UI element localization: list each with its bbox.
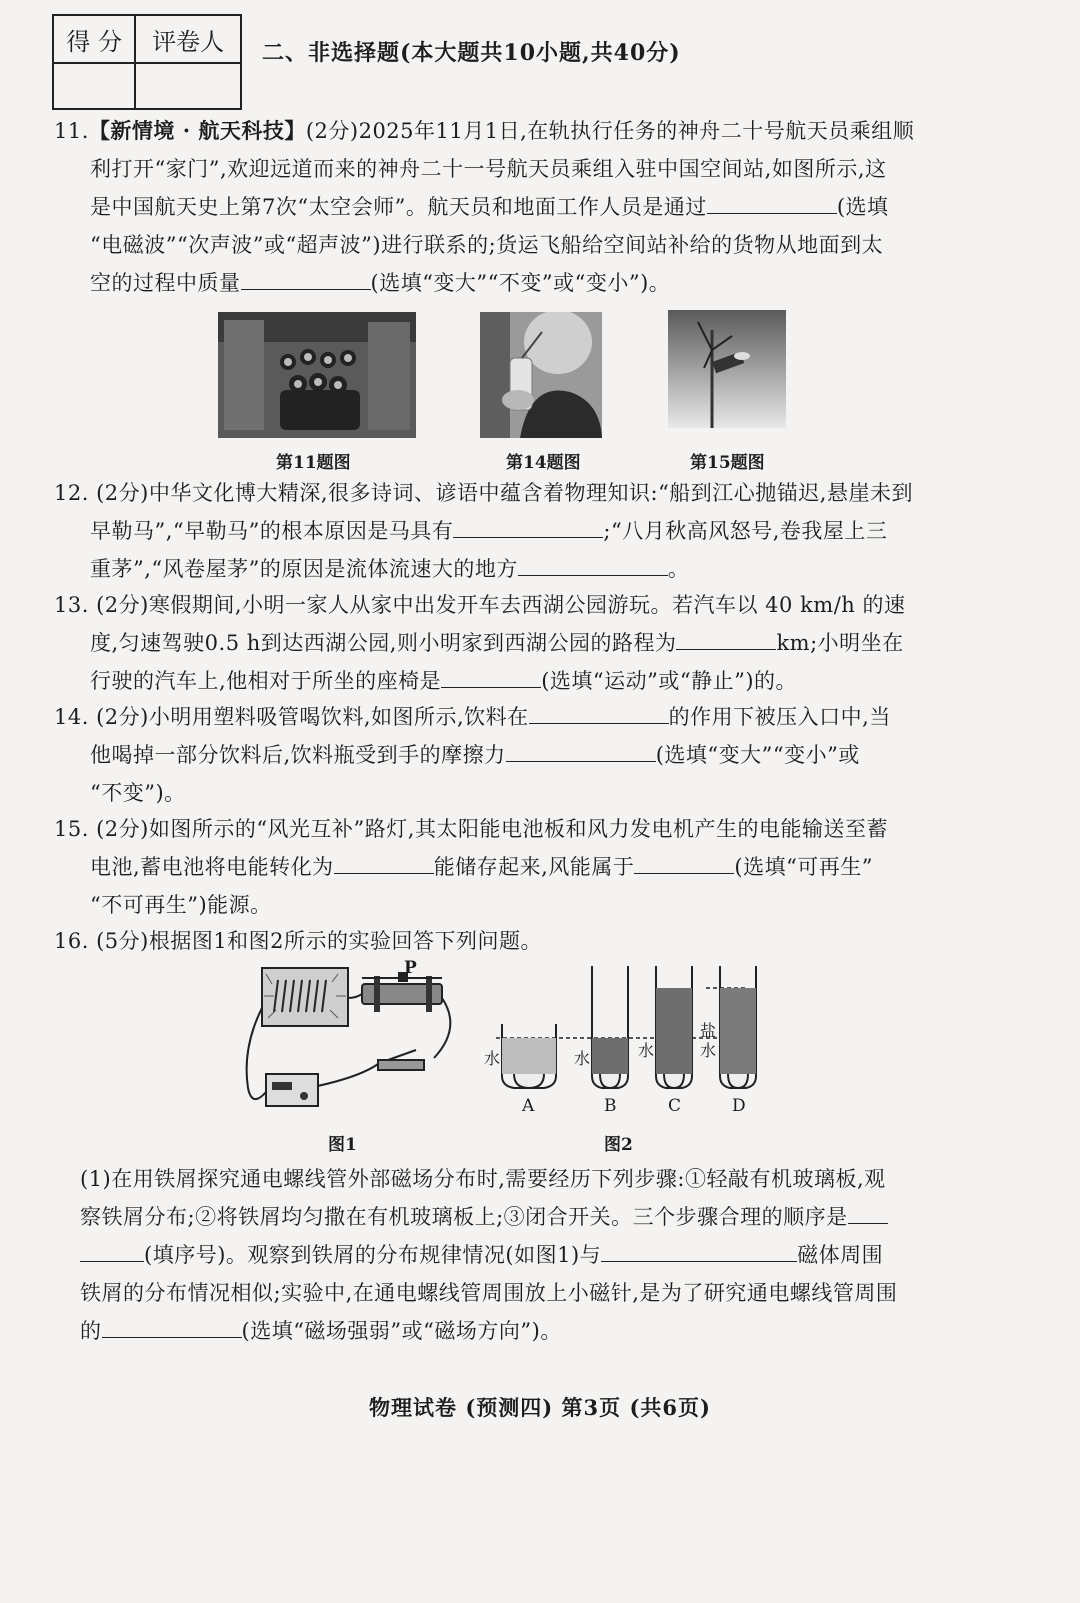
q13-line1: 13. (2分)寒假期间,小明一家人从家中出发开车去西湖公园游玩。若汽车以 40 km/h 的速 bbox=[54, 593, 906, 617]
q15-line3: “不可再生”)能源。 bbox=[90, 893, 272, 917]
q16-s5: 的 bbox=[80, 1319, 102, 1343]
q13-line3-end: (选填“运动”或“静止”)的。 bbox=[541, 669, 798, 693]
grader-header: 评卷人 bbox=[135, 15, 241, 63]
q15-line2: 电池,蓄电池将电能转化为 bbox=[90, 855, 334, 879]
q13-line2: 度,匀速驾驶0.5 h到达西湖公园,则小明家到西湖公园的路程为 bbox=[90, 631, 677, 655]
question-11 bbox=[54, 112, 1014, 302]
q14-line1-end: 的作用下被压入口中,当 bbox=[668, 705, 891, 729]
q16-s2: 察铁屑分布;②将铁屑均匀撒在有机玻璃板上;③闭合开关。三个步骤合理的顺序是 bbox=[80, 1205, 848, 1229]
score-header: 得 分 bbox=[53, 15, 135, 63]
q16-blank2[interactable] bbox=[601, 1239, 797, 1262]
q11-number: 11. bbox=[54, 119, 89, 143]
q14-line2: 他喝掉一部分饮料后,饮料瓶受到手的摩擦力 bbox=[90, 743, 506, 767]
section-title: 二、非选择题(本大题共10小题,共40分) bbox=[262, 40, 681, 66]
figure-2-caption: 图2 bbox=[604, 1135, 633, 1155]
q11-line1: (2分)2025年11月1日,在轨执行任务的神舟二十号航天员乘组顺 bbox=[305, 119, 915, 143]
bottle-d-water-label: 水 bbox=[700, 1041, 717, 1060]
figure-11-photo bbox=[218, 312, 416, 438]
rheostat-p-label: P bbox=[404, 958, 417, 978]
label-a: A bbox=[522, 1096, 535, 1116]
q14-line2-end: (选填“变大”“变小”或 bbox=[655, 743, 860, 767]
q13-line3: 行驶的汽车上,他相对于所坐的座椅是 bbox=[90, 669, 442, 693]
q12-blank2[interactable] bbox=[518, 553, 668, 576]
q16-s3-end: 磁体周围 bbox=[797, 1243, 884, 1267]
q13-blank1[interactable] bbox=[676, 627, 776, 650]
q12-line2: 早勒马”,“早勒马”的根本原因是马具有 bbox=[90, 519, 454, 543]
label-c: C bbox=[668, 1096, 682, 1116]
label-d: D bbox=[732, 1096, 746, 1116]
q15-line2-end: (选填“可再生” bbox=[734, 855, 874, 879]
bottle-b-liquid-label: 水 bbox=[574, 1049, 591, 1068]
figure-15-photo bbox=[668, 310, 786, 428]
label-b: B bbox=[604, 1096, 617, 1116]
q11-tag: 【新情境 · 航天科技】 bbox=[88, 118, 306, 143]
q15-line2-mid: 能储存起来,风能属于 bbox=[433, 855, 635, 879]
q16-s5-end: (选填“磁场强弱”或“磁场方向”)。 bbox=[241, 1319, 562, 1343]
q16-s1: (1)在用铁屑探究通电螺线管外部磁场分布时,需要经历下列步骤:①轻敲有机玻璃板,观 bbox=[80, 1167, 886, 1191]
q16-blank3[interactable] bbox=[102, 1315, 242, 1338]
switch bbox=[378, 1060, 424, 1070]
bottle-a bbox=[502, 1024, 556, 1088]
q11-line5: 空的过程中质量 bbox=[90, 271, 241, 295]
question-13 bbox=[54, 586, 1014, 700]
q11-line3-end: (选填 bbox=[836, 195, 889, 219]
q16-blank1a[interactable] bbox=[848, 1201, 888, 1224]
question-14 bbox=[54, 698, 1014, 812]
figure-1-circuit bbox=[238, 958, 462, 1122]
figure-2-bottles bbox=[478, 958, 768, 1094]
bottle-c bbox=[656, 966, 692, 1088]
q14-blank2[interactable] bbox=[506, 739, 656, 762]
q11-blank2[interactable] bbox=[241, 267, 371, 290]
figure-14-caption: 第14题图 bbox=[506, 453, 581, 473]
question-15 bbox=[54, 810, 1014, 924]
q15-blank2[interactable] bbox=[634, 851, 734, 874]
bottle-a-liquid-label: 水 bbox=[484, 1049, 501, 1068]
q13-line2-end: km;小明坐在 bbox=[776, 631, 904, 655]
question-16-heading bbox=[54, 922, 1014, 960]
bottle-d bbox=[720, 966, 756, 1088]
q11-blank1[interactable] bbox=[707, 191, 837, 214]
bottle-b bbox=[592, 966, 628, 1088]
question-16-part1 bbox=[80, 1160, 1010, 1350]
q14-blank1[interactable] bbox=[529, 701, 669, 724]
q15-blank1[interactable] bbox=[334, 851, 434, 874]
q11-line2: 利打开“家门”,欢迎远道而来的神舟二十一号航天员乘组入驻中国空间站,如图所示,这 bbox=[90, 157, 887, 181]
q12-line1: 12. (2分)中华文化博大精深,很多诗词、谚语中蕴含着物理知识:“船到江心抛锚迟,悬崖未到 bbox=[54, 481, 913, 505]
q12-blank1[interactable] bbox=[453, 515, 603, 538]
q11-line5-end: (选填“变大”“不变”或“变小”)。 bbox=[370, 271, 671, 295]
score-cell[interactable] bbox=[53, 63, 135, 109]
figure-14-photo bbox=[480, 312, 602, 438]
bottle-c-liquid-label: 水 bbox=[638, 1041, 655, 1060]
q15-line1: 15. (2分)如图所示的“风光互补”路灯,其太阳能电池板和风力发电机产生的电能输送至蓄 bbox=[54, 817, 888, 841]
score-table bbox=[52, 14, 242, 110]
q12-line2-end: ;“八月秋高风怒号,卷我屋上三 bbox=[603, 519, 888, 543]
question-12 bbox=[54, 474, 1014, 588]
q16-s4: 铁屑的分布情况相似;实验中,在通电螺线管周围放上小磁针,是为了研究通电螺线管周围 bbox=[80, 1281, 898, 1305]
bottle-d-salt-label: 盐 bbox=[700, 1021, 717, 1040]
q16-s3: (填序号)。观察到铁屑的分布规律情况(如图1)与 bbox=[144, 1243, 602, 1267]
figure-1-caption: 图1 bbox=[328, 1135, 357, 1155]
grader-cell[interactable] bbox=[135, 63, 241, 109]
figure-11-caption: 第11题图 bbox=[276, 453, 351, 473]
q12-line3-end: 。 bbox=[667, 557, 690, 581]
q16-line1: 16. (5分)根据图1和图2所示的实验回答下列问题。 bbox=[54, 929, 543, 953]
q14-line1: 14. (2分)小明用塑料吸管喝饮料,如图所示,饮料在 bbox=[54, 705, 529, 729]
q12-line3: 重茅”,“风卷屋茅”的原因是流体流速大的地方 bbox=[90, 557, 518, 581]
figure-15-caption: 第15题图 bbox=[690, 453, 765, 473]
q13-blank2[interactable] bbox=[441, 665, 541, 688]
q11-line3: 是中国航天史上第7次“太空会师”。航天员和地面工作人员是通过 bbox=[90, 195, 707, 219]
q14-line3: “不变”)。 bbox=[90, 781, 186, 805]
q16-blank1b[interactable] bbox=[80, 1239, 144, 1262]
q11-line4: “电磁波”“次声波”或“超声波”)进行联系的;货运飞船给空间站补给的货物从地面到太 bbox=[90, 233, 884, 257]
page-footer: 物理试卷 (预测四) 第3页 (共6页) bbox=[369, 1395, 711, 1420]
